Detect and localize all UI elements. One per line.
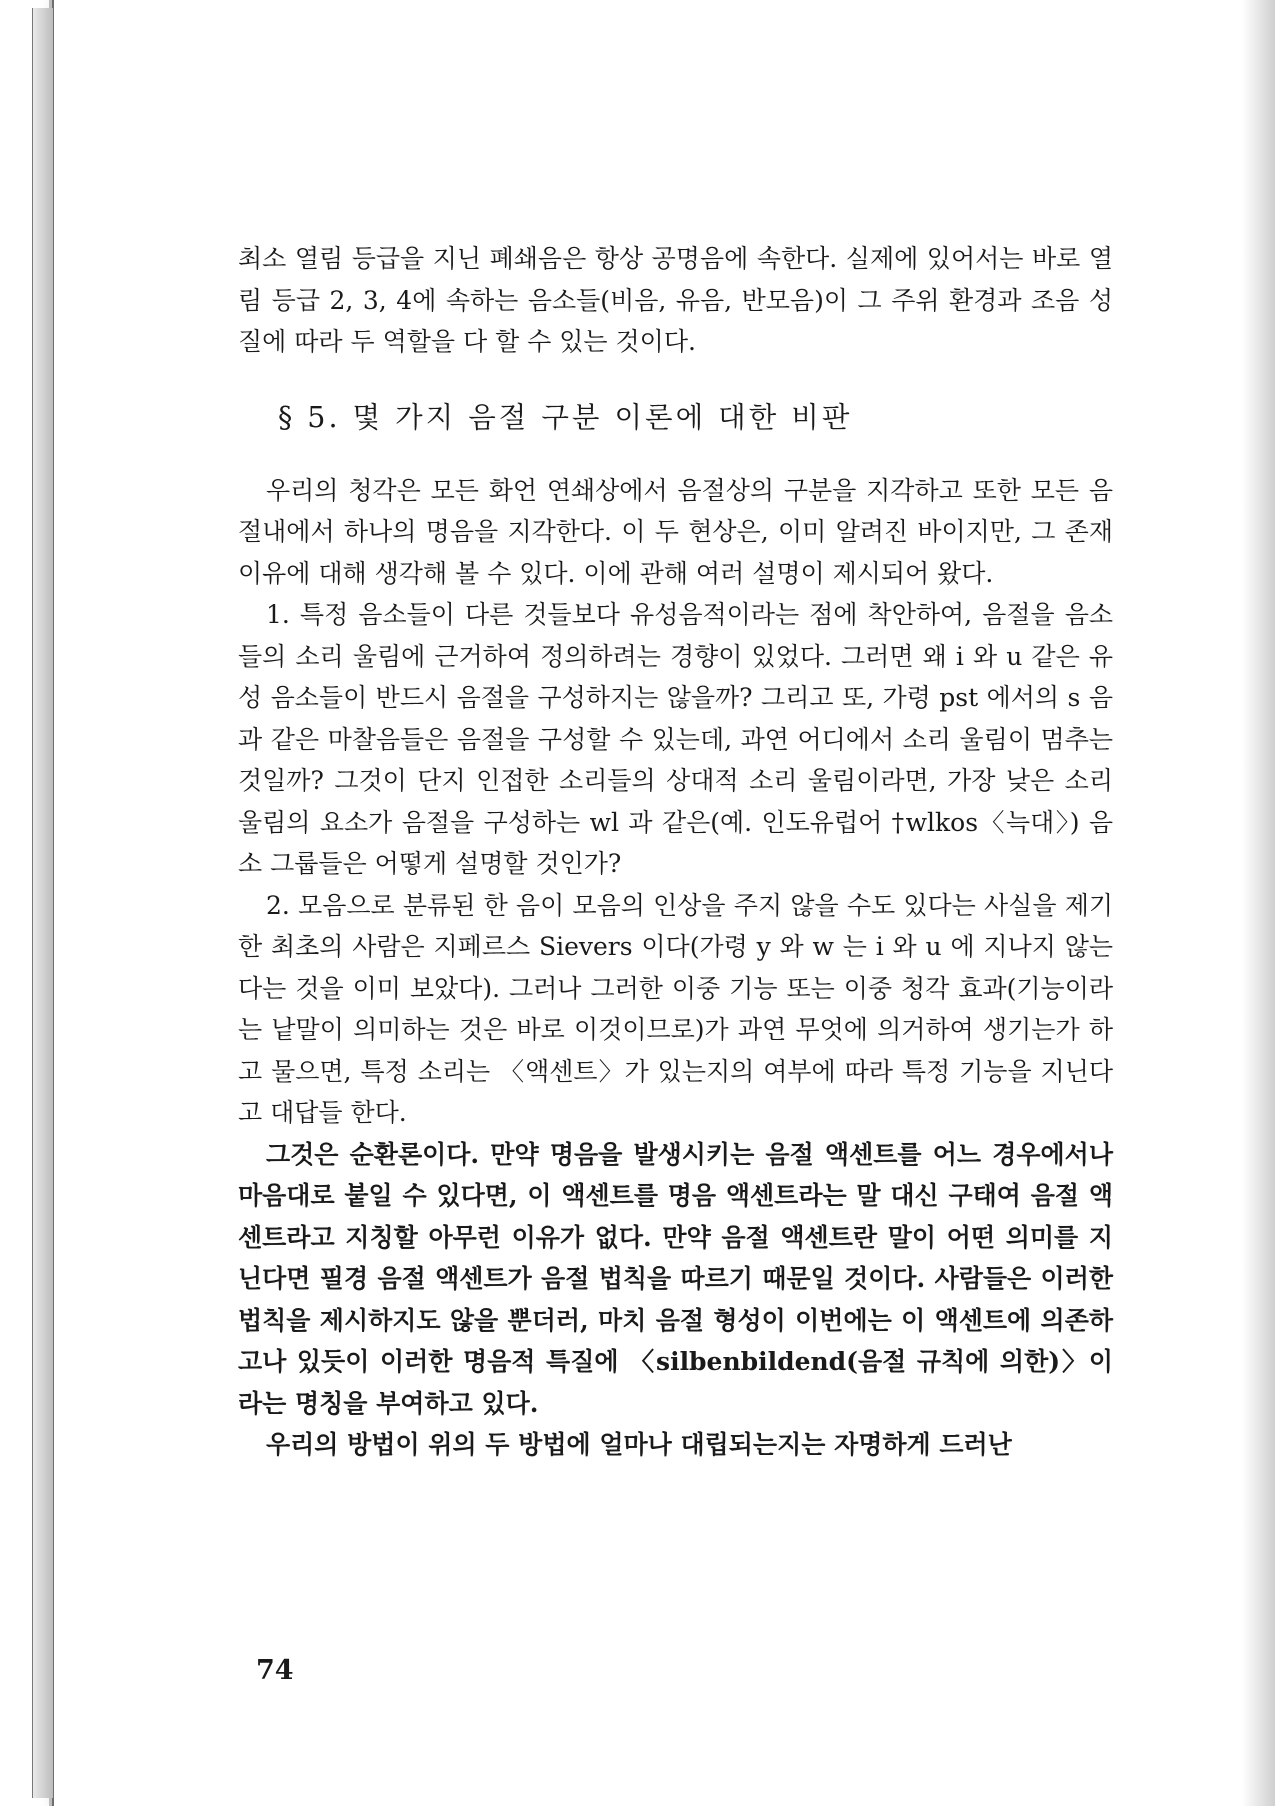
paragraph-1: 우리의 청각은 모든 화언 연쇄상에서 음절상의 구분을 지각하고 또한 모든 음절내에서 하나의 명음을 지각한다. 이 두 현상은, 이미 알려진 바이지만, 그 존재 이유에 대해 생각해 볼 수 있다. 이에 관해 여러 설명이 제시되어 왔다. xyxy=(238,475,1113,588)
section-title: § 5. 몇 가지 음절 구분 이론에 대한 비판 xyxy=(278,400,853,434)
paragraph-5: 우리의 방법이 위의 두 방법에 얼마나 대립되는지는 자명하게 드러난 xyxy=(266,1430,1012,1459)
page-edge-shadow xyxy=(1242,0,1275,1806)
page-number: 74 xyxy=(256,1655,294,1686)
paragraph-intro: 최소 열림 등급을 지닌 폐쇄음은 항상 공명음에 속한다. 실제에 있어서는 바로 열림 등급 2, 3, 4에 속하는 음소들(비음, 유음, 반모음)이 그 주위 환경과 조음 성질에 따라 두 역할을 다 할 수 있는 것이다. xyxy=(238,244,1113,356)
paragraph-2: 1. 특정 음소들이 다른 것들보다 유성음적이라는 점에 착안하여, 음절을 음소들의 소리 울림에 근거하여 정의하려는 경향이 있었다. 그러면 왜 i 와 u 같은 유성 음소들이 반드시 음절을 구성하지는 않을까? 그리고 또, 가령 pst 에서의 s 음과 같은 마찰음들은 음절을 구성할 수 있는데, 과연 어디에서 소리 울림이 멈추는 것일까? 그것이 단지 인접한 소리들의 상대적 소리 울림이라면, 가장 낮은 소리 울림의 요소가 음절을 구성하는 wl 과 같은(예. 인도유럽어 †wlkos〈늑대〉) 음소 그룹들은 어떻게 설명할 것인가? xyxy=(238,600,1113,878)
paragraph-4: 그것은 순환론이다. 만약 명음을 발생시키는 음절 액센트를 어느 경우에서나 마음대로 붙일 수 있다면, 이 액센트를 명음 액센트라는 말 대신 구태여 음절 액센트라고 지칭할 아무런 이유가 없다. 만약 음절 액센트란 말이 어떤 의미를 지닌다면 필경 음절 액센트가 음절 법칙을 따르기 때문일 것이다. 사람들은 이러한 법칙을 제시하지도 않을 뿐더러, 마치 음절 형성이 이번에는 이 액센트에 의존하고나 있듯이 이러한 명음적 특질에 〈silbenbildend(음절 규칙에 의한)〉이라는 명칭을 부여하고 있다. xyxy=(238,1139,1113,1418)
text-body xyxy=(238,238,1113,1466)
paragraph-3: 2. 모음으로 분류된 한 음이 모음의 인상을 주지 않을 수도 있다는 사실을 제기한 최초의 사람은 지페르스 Sievers 이다(가령 y 와 w 는 i 와 u 에 지나지 않는다는 것을 이미 보았다). 그러나 그러한 이중 기능 또는 이중 청각 효과(기능이라는 낱말이 의미하는 것은 바로 이것이므로)가 과연 무엇에 의거하여 생기는가 하고 물으면, 특정 소리는 〈액센트〉가 있는지의 여부에 따라 특정 기능을 지닌다고 대답들 한다. xyxy=(238,890,1113,1127)
